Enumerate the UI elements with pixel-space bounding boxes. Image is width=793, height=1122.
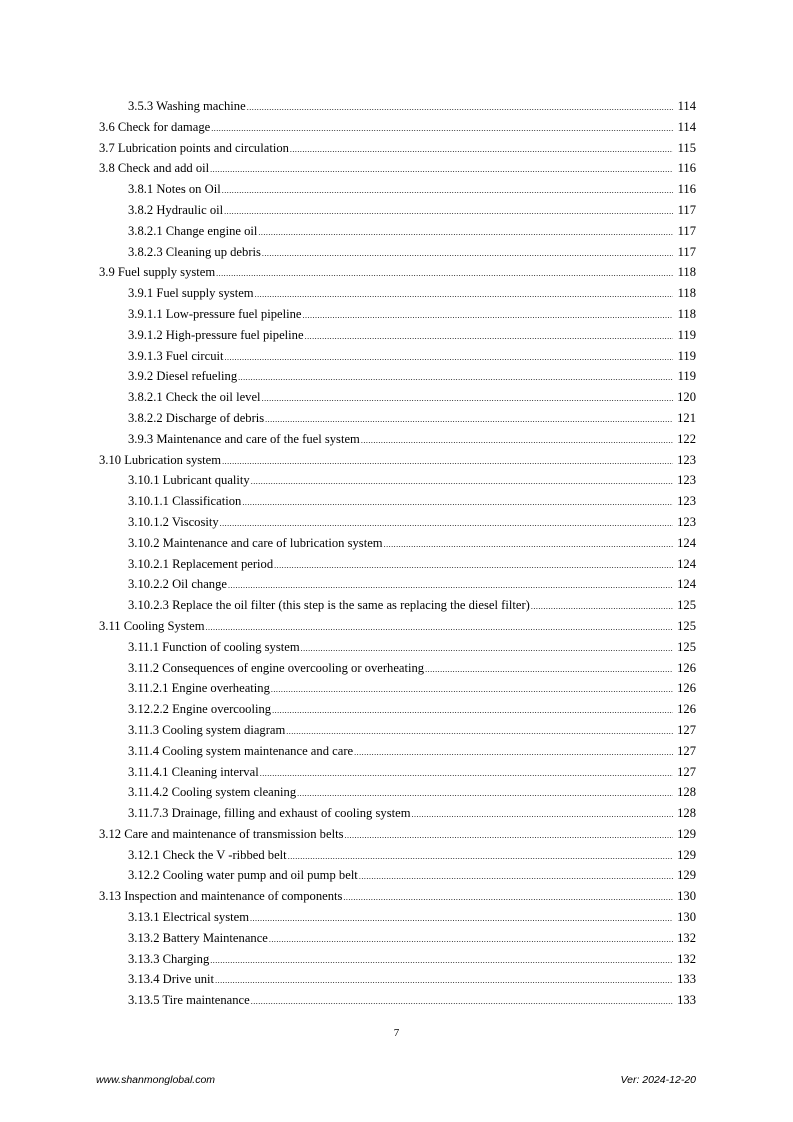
toc-dot-leader <box>531 597 673 618</box>
toc-dot-leader <box>258 223 673 244</box>
toc-dot-leader <box>225 348 674 369</box>
toc-dot-leader <box>215 971 673 992</box>
toc-entry-page: 116 <box>677 161 696 176</box>
toc-entry-title: 3.11.4.1 Cleaning interval <box>128 764 259 779</box>
toc-entry-page: 133 <box>677 993 696 1008</box>
toc-entry-page: 124 <box>677 577 696 592</box>
toc-entry-title: 3.8.2.3 Cleaning up debris <box>128 244 261 259</box>
toc-dot-leader <box>224 202 673 223</box>
toc-entry-page: 125 <box>677 618 696 633</box>
toc-entry-title: 3.11.3 Cooling system diagram <box>128 722 286 737</box>
toc-entry-page: 129 <box>677 868 696 883</box>
toc-entry-title: 3.12.2.2 Engine overcooling <box>128 702 272 717</box>
toc-dot-leader <box>361 431 673 452</box>
toc-dot-leader <box>412 805 674 826</box>
toc-dot-leader <box>228 576 673 597</box>
toc-entry[interactable] <box>99 450 696 471</box>
toc-entry-page: 123 <box>677 514 696 529</box>
toc-entry-page: 124 <box>677 535 696 550</box>
toc-entry[interactable] <box>99 949 696 970</box>
toc-entry-title: 3.8.2.2 Discharge of debris <box>128 410 265 425</box>
toc-entry[interactable] <box>99 200 696 221</box>
toc-entry-page: 133 <box>677 972 696 987</box>
toc-entry[interactable] <box>99 512 696 533</box>
toc-entry-page: 120 <box>677 390 696 405</box>
toc-dot-leader <box>265 410 673 431</box>
toc-dot-leader <box>271 680 673 701</box>
toc-entry[interactable] <box>99 907 696 928</box>
table-of-contents <box>99 96 696 1011</box>
toc-entry[interactable] <box>99 637 696 658</box>
toc-entry-page: 118 <box>677 306 696 321</box>
toc-entry-title: 3.8 Check and add oil <box>99 161 210 176</box>
toc-entry-title: 3.10.1.2 Viscosity <box>128 514 219 529</box>
toc-entry-page: 129 <box>677 847 696 862</box>
toc-entry-title: 3.10 Lubrication system <box>99 452 222 467</box>
toc-dot-leader <box>251 992 673 1013</box>
toc-entry[interactable] <box>99 886 696 907</box>
toc-dot-leader <box>288 847 673 868</box>
toc-entry[interactable] <box>99 408 696 429</box>
toc-entry[interactable] <box>99 262 696 283</box>
toc-dot-leader <box>343 888 673 909</box>
toc-dot-leader <box>301 639 673 660</box>
toc-entry[interactable] <box>99 616 696 637</box>
toc-entry-title: 3.9 Fuel supply system <box>99 265 216 280</box>
toc-dot-leader <box>305 327 673 348</box>
toc-entry[interactable] <box>99 658 696 679</box>
toc-entry-page: 129 <box>677 826 696 841</box>
toc-entry-page: 118 <box>677 265 696 280</box>
toc-entry-page: 118 <box>677 286 696 301</box>
toc-entry-title: 3.11.2.1 Engine overheating <box>128 681 270 696</box>
toc-entry[interactable] <box>99 470 696 491</box>
toc-entry[interactable] <box>99 429 696 450</box>
toc-dot-leader <box>216 264 673 285</box>
toc-dot-leader <box>269 930 673 951</box>
toc-dot-leader <box>354 743 673 764</box>
toc-entry[interactable] <box>99 865 696 886</box>
toc-entry-title: 3.11.4.2 Cooling system cleaning <box>128 785 297 800</box>
toc-dot-leader <box>297 784 673 805</box>
toc-entry-page: 119 <box>677 369 696 384</box>
toc-entry-page: 132 <box>677 951 696 966</box>
toc-dot-leader <box>222 181 673 202</box>
page-number: 7 <box>393 1027 400 1039</box>
toc-entry-title: 3.8.1 Notes on Oil <box>128 182 221 197</box>
toc-dot-leader <box>251 472 673 493</box>
toc-entry-page: 123 <box>677 473 696 488</box>
toc-entry-page: 123 <box>677 452 696 467</box>
toc-dot-leader <box>211 119 673 140</box>
toc-entry-title: 3.12 Care and maintenance of transmission belts <box>99 826 344 841</box>
toc-entry[interactable] <box>99 533 696 554</box>
toc-dot-leader <box>222 452 673 473</box>
toc-entry[interactable] <box>99 283 696 304</box>
toc-entry[interactable] <box>99 969 696 990</box>
toc-entry-page: 117 <box>677 223 696 238</box>
toc-entry-page: 115 <box>677 140 696 155</box>
toc-entry-page: 119 <box>677 348 696 363</box>
toc-entry[interactable] <box>99 387 696 408</box>
toc-entry-title: 3.9.1.2 High-pressure fuel pipeline <box>128 327 304 342</box>
toc-dot-leader <box>210 951 673 972</box>
toc-dot-leader <box>250 909 673 930</box>
toc-entry-title: 3.11.1 Function of cooling system <box>128 639 300 654</box>
toc-entry[interactable] <box>99 845 696 866</box>
toc-entry[interactable] <box>99 138 696 159</box>
toc-entry-page: 114 <box>677 99 696 113</box>
toc-entry-page: 128 <box>677 806 696 821</box>
footer-version: Ver: 2024-12-20 <box>620 1074 696 1086</box>
footer-website: www.shanmonglobal.com <box>96 1074 216 1086</box>
toc-dot-leader <box>206 618 673 639</box>
toc-entry[interactable] <box>99 574 696 595</box>
toc-entry-title: 3.10.2.1 Replacement period <box>128 556 274 571</box>
toc-entry-page: 116 <box>677 182 696 197</box>
toc-dot-leader <box>260 764 673 785</box>
toc-dot-leader <box>425 660 673 681</box>
toc-entry[interactable] <box>99 346 696 367</box>
toc-entry-title: 3.13 Inspection and maintenance of components <box>99 889 343 904</box>
toc-entry[interactable] <box>99 824 696 845</box>
toc-entry[interactable] <box>99 990 696 1011</box>
toc-dot-leader <box>210 160 673 181</box>
toc-entry-page: 121 <box>677 410 696 425</box>
toc-entry-page: 127 <box>677 764 696 779</box>
toc-entry-page: 117 <box>677 244 696 259</box>
toc-dot-leader <box>290 140 673 161</box>
toc-entry-page: 128 <box>677 785 696 800</box>
toc-entry-title: 3.5.3 Washing machine <box>128 99 246 113</box>
toc-entry[interactable] <box>99 491 696 512</box>
toc-entry-title: 3.9.1.1 Low-pressure fuel pipeline <box>128 306 302 321</box>
toc-entry-title: 3.12.1 Check the V -ribbed belt <box>128 847 287 862</box>
toc-entry-title: 3.8.2 Hydraulic oil <box>128 202 224 217</box>
toc-entry-title: 3.13.2 Battery Maintenance <box>128 930 268 945</box>
toc-entry-page: 130 <box>677 889 696 904</box>
toc-entry[interactable] <box>99 96 696 117</box>
toc-entry-title: 3.8.2.1 Check the oil level <box>128 390 261 405</box>
toc-entry-title: 3.11.2 Consequences of engine overcooling or overheating <box>128 660 425 675</box>
toc-entry-page: 127 <box>677 743 696 758</box>
toc-entry[interactable] <box>99 554 696 575</box>
toc-entry[interactable] <box>99 782 696 803</box>
toc-dot-leader <box>255 285 673 306</box>
toc-entry-title: 3.13.4 Drive unit <box>128 972 215 987</box>
toc-dot-leader <box>302 306 673 327</box>
toc-entry-page: 125 <box>677 639 696 654</box>
toc-entry-page: 123 <box>677 494 696 509</box>
toc-entry-title: 3.11.4 Cooling system maintenance and care <box>128 743 354 758</box>
toc-entry-title: 3.10.1.1 Classification <box>128 494 242 509</box>
toc-dot-leader <box>286 722 673 743</box>
toc-entry-page: 119 <box>677 327 696 342</box>
toc-entry-page: 122 <box>677 431 696 446</box>
toc-entry-title: 3.9.3 Maintenance and care of the fuel system <box>128 431 360 446</box>
toc-dot-leader <box>274 556 673 577</box>
toc-entry[interactable] <box>99 803 696 824</box>
toc-entry[interactable] <box>99 595 696 616</box>
toc-entry-page: 125 <box>677 598 696 613</box>
toc-dot-leader <box>262 244 673 265</box>
toc-entry[interactable] <box>99 762 696 783</box>
toc-entry-page: 126 <box>677 702 696 717</box>
toc-dot-leader <box>262 389 673 410</box>
toc-entry-page: 130 <box>677 910 696 925</box>
toc-entry-page: 132 <box>677 930 696 945</box>
toc-entry-title: 3.10.2 Maintenance and care of lubrication system <box>128 535 383 550</box>
toc-entry-page: 127 <box>677 722 696 737</box>
toc-entry-page: 124 <box>677 556 696 571</box>
toc-entry-page: 126 <box>677 660 696 675</box>
toc-entry[interactable] <box>99 158 696 179</box>
toc-dot-leader <box>384 535 673 556</box>
toc-dot-leader <box>359 867 673 888</box>
toc-dot-leader <box>247 98 673 119</box>
toc-entry-title: 3.8.2.1 Change engine oil <box>128 223 258 238</box>
toc-entry-title: 3.9.1.3 Fuel circuit <box>128 348 224 363</box>
toc-entry[interactable] <box>99 221 696 242</box>
toc-entry-page: 114 <box>677 119 696 134</box>
toc-entry-title: 3.9.1 Fuel supply system <box>128 286 254 301</box>
toc-entry[interactable] <box>99 325 696 346</box>
toc-dot-leader <box>242 493 673 514</box>
toc-entry-title: 3.7 Lubrication points and circulation <box>99 140 289 155</box>
toc-entry[interactable] <box>99 366 696 387</box>
toc-entry-title: 3.13.5 Tire maintenance <box>128 993 250 1008</box>
toc-dot-leader <box>344 826 673 847</box>
toc-entry[interactable] <box>99 720 696 741</box>
toc-entry-title: 3.9.2 Diesel refueling <box>128 369 238 384</box>
toc-entry[interactable] <box>99 242 696 263</box>
toc-entry[interactable] <box>99 678 696 699</box>
toc-entry[interactable] <box>99 699 696 720</box>
toc-entry-page: 117 <box>677 202 696 217</box>
toc-entry-title: 3.10.2.2 Oil change <box>128 577 227 592</box>
toc-entry[interactable] <box>99 179 696 200</box>
toc-entry-title: 3.11 Cooling System <box>99 618 205 633</box>
toc-entry-title: 3.11.7.3 Drainage, filling and exhaust of cooling system <box>128 806 411 821</box>
toc-entry-title: 3.10.2.3 Replace the oil filter (this step is the same as replacing the diesel filter) <box>128 598 530 613</box>
toc-dot-leader <box>272 701 673 722</box>
toc-entry-title: 3.6 Check for damage <box>99 119 211 134</box>
toc-entry-title: 3.13.3 Charging <box>128 951 210 966</box>
toc-entry[interactable] <box>99 741 696 762</box>
toc-entry-page: 126 <box>677 681 696 696</box>
toc-entry[interactable] <box>99 304 696 325</box>
toc-entry-title: 3.10.1 Lubricant quality <box>128 473 250 488</box>
toc-dot-leader <box>238 368 673 389</box>
toc-entry-title: 3.12.2 Cooling water pump and oil pump belt <box>128 868 358 883</box>
toc-dot-leader <box>220 514 673 535</box>
toc-entry-title: 3.13.1 Electrical system <box>128 910 250 925</box>
toc-entry[interactable] <box>99 117 696 138</box>
toc-entry[interactable] <box>99 928 696 949</box>
